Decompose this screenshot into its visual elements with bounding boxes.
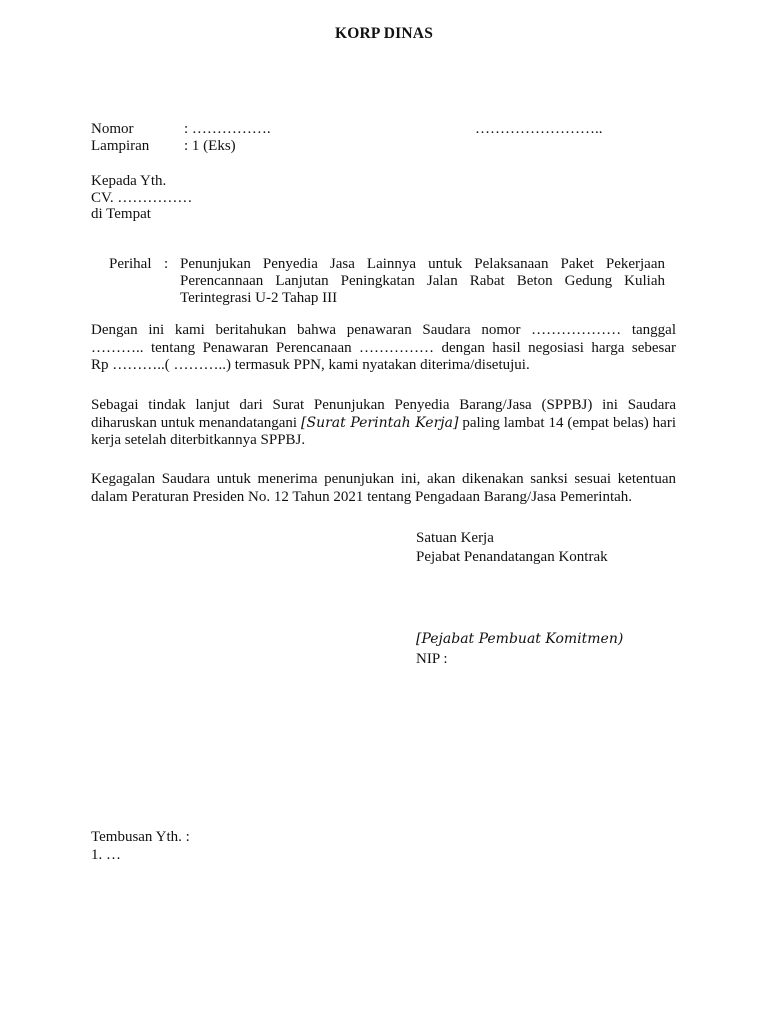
perihal-line: Terintegrasi U-2 Tahap III — [180, 290, 338, 306]
paragraph-line: ……….. tentang Penawaran Perencanaan …………… dengan hasil negosiasi harga sebesar — [91, 339, 676, 356]
recipient-greeting: Kepada Yth. — [91, 173, 167, 189]
paragraph-line-with-italic — [91, 415, 676, 433]
lampiran-label: Lampiran — [91, 138, 150, 154]
paragraph-text: diharuskan untuk menandatangani — [91, 414, 302, 431]
paragraph-line: Rp ………..( ………..) termasuk PPN, kami nyatakan diterima/disetujui. — [91, 357, 530, 373]
recipient-location: di Tempat — [91, 206, 151, 222]
cc-item: 1. … — [91, 847, 121, 863]
perihal-label: Perihal — [109, 256, 152, 272]
signature-name: [Pejabat Pembuat Komitmen) — [416, 631, 624, 647]
recipient-company: CV. …………… — [91, 190, 193, 206]
perihal-line: Perencannaan Lanjutan Peningkatan Jalan Rabat Beton Gedung Kuliah — [180, 273, 665, 289]
paragraph-text: paling lambat 14 (empat belas) hari — [458, 414, 676, 431]
paragraph-line: Kegagalan Saudara untuk menerima penunjukan ini, akan dikenakan sanksi sesuai ketentuan — [91, 471, 676, 487]
perihal-subject — [180, 256, 665, 307]
paragraph-line: dalam Peraturan Presiden No. 12 Tahun 2021 tentang Pengadaan Barang/Jasa Pemerintah. — [91, 488, 633, 505]
signature-position: Pejabat Penandatangan Kontrak — [416, 549, 608, 565]
body-paragraph-1 — [91, 322, 676, 375]
perihal-line: Penunjukan Penyedia Jasa Lainnya untuk Pelaksanaan Paket Pekerjaan — [180, 256, 665, 272]
signature-nip: NIP : — [416, 651, 448, 667]
paragraph-line: kerja setelah diterbitkannya SPPBJ. — [91, 432, 306, 448]
document-reference-italic: [Surat Perintah Kerja] — [301, 414, 459, 431]
signature-unit: Satuan Kerja — [416, 530, 494, 546]
perihal-colon: : — [164, 256, 169, 272]
cc-label: Tembusan Yth. : — [91, 829, 190, 845]
date-placeholder: …………………….. — [475, 121, 603, 137]
body-paragraph-3 — [91, 471, 676, 506]
body-paragraph-2 — [91, 397, 676, 450]
letterhead-title: KORP DINAS — [334, 25, 434, 42]
lampiran-value: : 1 (Eks) — [184, 138, 236, 154]
paragraph-line: Dengan ini kami beritahukan bahwa penawaran Saudara nomor ……………… tanggal — [91, 322, 676, 338]
nomor-value: : ……………. — [184, 121, 271, 137]
paragraph-line: Sebagai tindak lanjut dari Surat Penunjukan Penyedia Barang/Jasa (SPPBJ) ini Saudara — [91, 397, 676, 413]
nomor-label: Nomor — [91, 121, 134, 137]
